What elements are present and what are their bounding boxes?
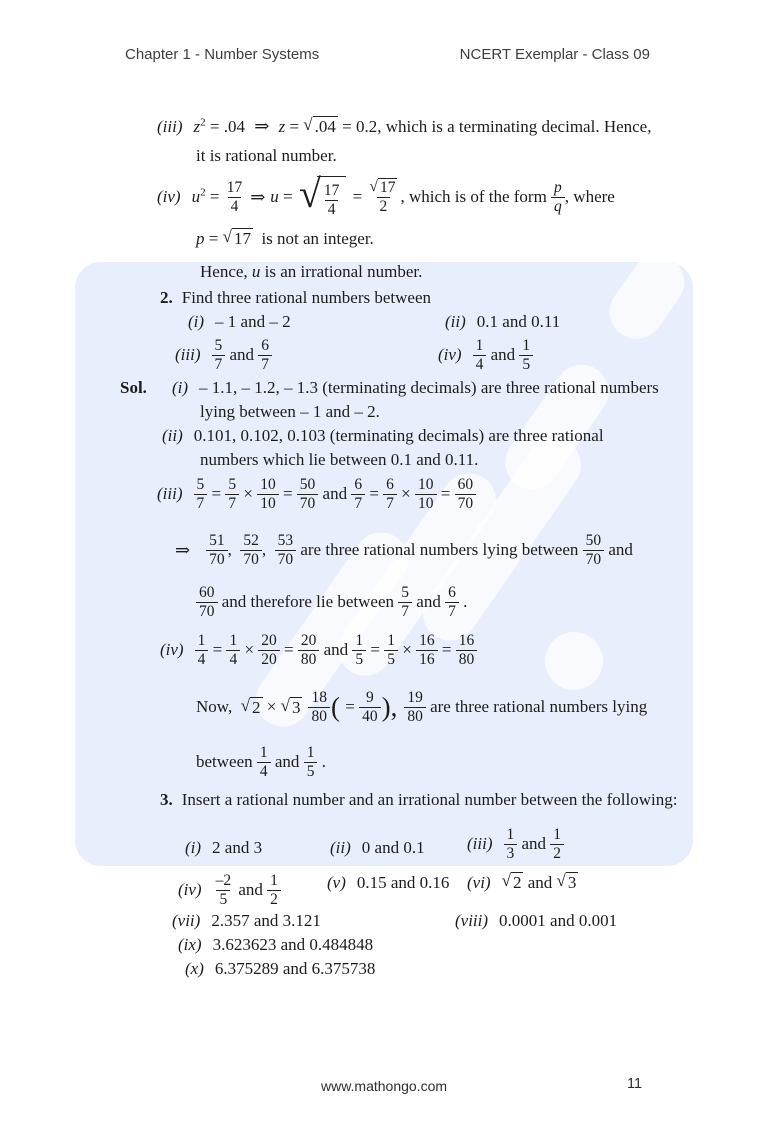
option-text: 0 and 0.1	[361, 838, 425, 858]
radicand: .04	[314, 116, 336, 136]
fraction-denominator: 70	[297, 494, 319, 512]
fraction-numerator: 1	[270, 872, 278, 890]
and-text: and	[486, 345, 520, 365]
q3-option-i	[185, 826, 262, 870]
fraction	[359, 689, 381, 725]
fraction-numerator: 10	[260, 476, 276, 494]
implies-arrow-icon: ⇒	[250, 186, 266, 207]
math-text: =	[285, 116, 304, 136]
item-label: (ii)	[162, 426, 183, 445]
fraction-denominator: 40	[359, 707, 381, 725]
variable: p	[196, 229, 205, 248]
fraction-denominator: 70	[206, 550, 228, 568]
math-text: = .04	[205, 116, 250, 136]
text: it is rational number.	[196, 146, 337, 165]
open-paren: (	[330, 691, 340, 722]
text: and	[270, 752, 304, 772]
solution1-conclusion	[200, 261, 422, 282]
sol-i-line2	[200, 401, 380, 422]
text: lying between – 1 and – 2.	[200, 402, 380, 421]
item-label: (v)	[327, 873, 346, 892]
item-label: (iv)	[160, 640, 184, 660]
fraction-denominator: 4	[325, 200, 339, 218]
question-number: 2.	[160, 288, 173, 307]
fraction	[258, 632, 280, 668]
book-title: NCERT Exemplar - Class 09	[459, 46, 650, 63]
fraction-denominator: 80	[456, 650, 478, 668]
item-label: (iii)	[175, 345, 201, 365]
equals: =	[365, 484, 384, 504]
fraction	[224, 179, 246, 215]
radicand: 3	[291, 697, 301, 717]
fraction	[267, 872, 281, 908]
fraction	[308, 689, 330, 725]
text: is not an integer.	[252, 229, 374, 248]
fraction-numerator: 5	[401, 584, 410, 602]
fraction-denominator: 2	[377, 197, 391, 215]
equals: =	[437, 640, 456, 660]
text: and	[412, 592, 446, 612]
radical-sign: √	[222, 227, 232, 247]
q2-option-iv	[438, 335, 533, 375]
comma: ,	[227, 540, 241, 560]
radical-sign: √	[556, 871, 566, 891]
fraction-numerator: 1	[197, 632, 206, 650]
fraction-numerator: 6	[354, 476, 363, 494]
fraction-numerator: p	[554, 179, 562, 197]
sol-iii-arrow-line	[170, 528, 633, 572]
fraction-numerator: –2	[215, 872, 232, 890]
fraction-denominator: q	[551, 197, 565, 215]
fraction-numerator: 9	[365, 689, 374, 707]
item-label: (i)	[188, 312, 205, 331]
fraction-numerator: 1	[229, 632, 238, 650]
variable: z	[193, 116, 201, 136]
fraction-denominator: 7	[351, 494, 365, 512]
fraction-numerator: 60	[457, 476, 474, 494]
radicand: 2	[252, 697, 261, 717]
sol-label-line	[120, 377, 659, 398]
sqrt-expression	[241, 697, 263, 718]
page-header	[125, 46, 650, 63]
fraction-denominator: 5	[352, 650, 366, 668]
option-text: 2 and 3	[212, 838, 263, 858]
item-label: (i)	[185, 838, 202, 858]
q3-option-vi	[467, 872, 578, 893]
sqrt-expression	[556, 872, 578, 893]
watermark-dot	[545, 632, 603, 690]
sol-ii-line2	[200, 449, 478, 470]
item-label: (iii)	[157, 484, 183, 504]
sol-iv-now-line	[196, 684, 647, 730]
fraction-numerator: 10	[418, 476, 434, 494]
equals: =	[208, 640, 227, 660]
fraction	[455, 476, 477, 512]
radical-sign: √	[298, 171, 321, 217]
item-label: (vii)	[172, 911, 201, 930]
fraction-denominator: 16	[416, 650, 438, 668]
fraction	[258, 337, 272, 373]
and-text: and	[517, 834, 551, 854]
fraction-denominator: 3	[504, 844, 518, 862]
period: .	[458, 592, 468, 612]
fraction	[213, 872, 235, 908]
fraction	[352, 632, 366, 668]
sqrt-expression	[502, 872, 524, 893]
option-text: 0.15 and 0.16	[356, 873, 450, 892]
fraction-denominator: 20	[258, 650, 280, 668]
text: – 1.1, – 1.2, – 1.3 (terminating decimals) are three rational numbers	[198, 378, 659, 397]
fraction-numerator: 1	[475, 337, 484, 355]
option-text: 3.623623 and 0.484848	[212, 935, 374, 954]
and-text: and	[523, 873, 557, 892]
item-label: (iv)	[157, 187, 181, 207]
times: ×	[240, 640, 259, 660]
fraction	[404, 689, 426, 725]
equals: =	[366, 640, 385, 660]
q2-option-iii	[175, 335, 272, 375]
fraction-denominator: 4	[228, 197, 242, 215]
fraction-numerator: 1	[522, 337, 531, 355]
fraction-numerator: 50	[299, 476, 316, 494]
question-text: Find three rational numbers between	[181, 288, 432, 307]
item-label: (iii)	[157, 116, 183, 136]
q3-option-vii	[172, 910, 321, 931]
text: Hence,	[200, 262, 252, 281]
q3-option-ix	[178, 934, 373, 955]
fraction	[445, 584, 459, 620]
fraction-denominator: 5	[384, 650, 398, 668]
radicand	[317, 176, 347, 218]
chapter-title: Chapter 1 - Number Systems	[125, 46, 320, 63]
solution1-iv-note	[196, 228, 374, 249]
equals: =	[279, 640, 298, 660]
implies-arrow-icon: ⇒	[254, 116, 270, 136]
option-text: 2.357 and 3.121	[211, 911, 321, 930]
fraction-numerator: 52	[243, 532, 259, 550]
fraction-denominator: 70	[196, 602, 218, 620]
item-label: (ix)	[178, 935, 202, 954]
fraction	[257, 476, 279, 512]
variable: z	[274, 116, 286, 136]
fraction-denominator: 70	[240, 550, 262, 568]
fraction-numerator: 6	[386, 476, 394, 494]
and-text: and	[234, 880, 268, 900]
q3-option-v	[327, 872, 449, 893]
comma: ,	[261, 540, 275, 560]
radicand: 17	[233, 229, 251, 249]
option-text: 0.0001 and 0.001	[499, 911, 618, 930]
sqrt-expression	[223, 228, 253, 249]
fraction	[504, 826, 518, 862]
text: numbers which lie between 0.1 and 0.11.	[200, 450, 479, 469]
radicand: 17	[379, 179, 396, 197]
item-label: (iv)	[178, 880, 202, 900]
fraction-numerator: 6	[261, 337, 270, 355]
fraction	[366, 178, 400, 215]
q2-option-i	[188, 311, 291, 332]
equals: =	[278, 187, 297, 207]
fraction-numerator: 17	[226, 179, 243, 197]
equals: =	[348, 187, 367, 207]
fraction-numerator: 5	[214, 337, 223, 355]
text: and	[604, 540, 633, 560]
question-text: Insert a rational number and an irrational number between the following:	[181, 790, 678, 809]
fraction	[297, 476, 319, 512]
fraction-numerator: 60	[199, 584, 215, 602]
fraction	[321, 182, 343, 218]
fraction-numerator: 18	[311, 689, 327, 707]
text: is an irrational number.	[260, 262, 423, 281]
sol-iv-line	[160, 630, 477, 670]
fraction	[550, 826, 564, 862]
item-label: (iii)	[467, 834, 493, 854]
radical-sign: √	[501, 871, 511, 891]
question-3-title	[160, 789, 677, 810]
text: are three rational numbers lying	[425, 697, 648, 717]
fraction-denominator: 5	[519, 355, 533, 373]
fraction-denominator: 80	[298, 650, 320, 668]
radicand: 3	[567, 873, 577, 893]
q2-option-ii	[445, 311, 560, 332]
item-label: (i)	[171, 378, 188, 397]
item-label: (ii)	[330, 838, 351, 858]
fraction-numerator: 1	[387, 632, 396, 650]
fraction-denominator: 70	[275, 550, 297, 568]
fraction-denominator: 7	[212, 355, 226, 373]
q3-option-iv	[178, 868, 281, 912]
fraction-numerator	[366, 178, 400, 197]
fraction	[196, 584, 218, 620]
close-paren: ),	[381, 691, 398, 722]
fraction-denominator: 10	[415, 494, 437, 512]
q3-option-ii	[330, 826, 425, 870]
fraction	[415, 476, 437, 512]
sol-iv-between-line	[196, 740, 326, 784]
times: ×	[262, 697, 281, 717]
math-term	[192, 186, 206, 207]
fraction	[212, 337, 226, 373]
radical-sign: √	[369, 178, 378, 196]
fraction-denominator: 10	[257, 494, 279, 512]
fraction-denominator: 80	[308, 707, 330, 725]
math-text: , which is of the form	[400, 187, 552, 207]
fraction-numerator: 1	[506, 826, 515, 844]
radical-sign: √	[240, 695, 251, 715]
sqrt-expression	[298, 171, 346, 218]
times: ×	[398, 640, 417, 660]
radicand: 2	[512, 873, 522, 893]
sol-iii-cont-line	[196, 580, 467, 624]
fraction	[456, 632, 478, 668]
text: and therefore lie between	[217, 592, 399, 612]
radical-sign: √	[280, 695, 290, 715]
exponent: 2	[200, 115, 206, 128]
fraction	[275, 532, 297, 568]
implies-arrow-icon: ⇒	[175, 539, 191, 560]
watermark-bar	[599, 245, 695, 350]
fraction-numerator: 51	[209, 532, 225, 550]
sqrt-expression	[369, 178, 397, 197]
variable: u	[191, 187, 201, 207]
fraction-numerator: 20	[261, 632, 277, 650]
fraction-numerator: 1	[355, 632, 364, 650]
sol-label: Sol.	[120, 378, 147, 397]
fraction-denominator: 5	[304, 762, 318, 780]
footer-page-number: 11	[627, 1076, 643, 1092]
fraction	[351, 476, 365, 512]
fraction-denominator: 80	[404, 707, 426, 725]
solution1-iv-line	[157, 171, 615, 220]
fraction-denominator: 2	[550, 844, 564, 862]
fraction-numerator: 16	[419, 632, 435, 650]
math-text: = 0.2, which is a terminating decimal. Hence,	[337, 116, 652, 136]
option-text: 0.1 and 0.11	[476, 312, 561, 331]
equals: =	[205, 187, 224, 207]
equals: =	[204, 229, 223, 248]
q3-option-viii	[455, 910, 617, 931]
solution1-iii-line2	[196, 145, 337, 166]
equals: =	[340, 697, 360, 717]
fraction-numerator: 1	[306, 744, 315, 762]
text: 0.101, 0.102, 0.103 (terminating decimals) are three rational	[193, 426, 604, 445]
text: between	[196, 752, 257, 772]
fraction-denominator: 7	[445, 602, 459, 620]
fraction-numerator: 19	[407, 689, 423, 707]
fraction-denominator: 5	[216, 890, 230, 908]
fraction-numerator: 1	[553, 826, 562, 844]
fraction-numerator: 5	[196, 476, 205, 494]
fraction	[226, 632, 240, 668]
equals: =	[207, 484, 226, 504]
equals: =	[278, 484, 297, 504]
sol-iii-line	[157, 474, 476, 514]
exponent: 2	[200, 186, 206, 199]
fraction	[473, 337, 487, 373]
fraction-numerator: 6	[448, 584, 456, 602]
fraction-numerator: 1	[259, 744, 268, 762]
item-label: (vi)	[467, 873, 491, 892]
fraction-denominator: 7	[383, 494, 397, 512]
solution1-iii-line1	[157, 115, 651, 138]
option-text: – 1 and – 2	[215, 312, 291, 331]
sqrt-expression	[303, 116, 338, 137]
fraction	[398, 584, 412, 620]
times: ×	[396, 484, 416, 504]
and-text: and	[225, 345, 259, 365]
fraction-denominator: 2	[267, 890, 281, 908]
option-text: 6.375289 and 6.375738	[214, 959, 376, 978]
question-number: 3.	[160, 790, 173, 809]
sol-ii-line1	[162, 425, 604, 446]
fraction	[298, 632, 320, 668]
fraction-numerator: 20	[300, 632, 317, 650]
fraction	[225, 476, 239, 512]
and-text: and	[318, 484, 352, 504]
q3-option-iii	[467, 822, 564, 866]
variable: u	[251, 262, 261, 281]
fraction	[194, 476, 208, 512]
fraction-denominator: 70	[455, 494, 477, 512]
and-text: and	[319, 640, 353, 660]
fraction-numerator: 5	[228, 476, 237, 494]
radical-sign: √	[303, 114, 313, 134]
fraction-denominator: 4	[226, 650, 240, 668]
fraction-denominator: 70	[583, 550, 605, 568]
variable: u	[270, 187, 279, 207]
fraction	[583, 532, 605, 568]
fraction	[240, 532, 262, 568]
fraction	[195, 632, 209, 668]
fraction-denominator: 7	[398, 602, 412, 620]
fraction-denominator: 4	[195, 650, 209, 668]
sqrt-expression	[281, 697, 303, 718]
period: .	[317, 752, 326, 772]
fraction	[384, 632, 398, 668]
footer-website: www.mathongo.com	[320, 1078, 448, 1094]
fraction-denominator: 7	[194, 494, 208, 512]
fraction-denominator: 4	[257, 762, 271, 780]
text: are three rational numbers lying between	[296, 540, 583, 560]
fraction-numerator: 50	[585, 532, 602, 550]
fraction-numerator: 53	[277, 532, 294, 550]
item-label: (viii)	[455, 911, 489, 930]
fraction	[551, 179, 565, 215]
q3-option-x	[185, 958, 375, 979]
fraction-denominator: 4	[473, 355, 487, 373]
fraction	[304, 744, 318, 780]
times: ×	[239, 484, 258, 504]
fraction	[206, 532, 228, 568]
fraction-denominator: 7	[225, 494, 239, 512]
fraction-numerator: 17	[323, 182, 340, 200]
fraction	[257, 744, 271, 780]
text: Now,	[196, 697, 241, 717]
question-2-title	[160, 287, 431, 308]
math-text: , where	[564, 187, 615, 207]
item-label: (x)	[185, 959, 204, 978]
item-label: (iv)	[438, 345, 462, 365]
fraction	[383, 476, 397, 512]
fraction-numerator: 16	[458, 632, 475, 650]
math-term	[194, 116, 206, 137]
item-label: (ii)	[445, 312, 466, 331]
equals: =	[436, 484, 455, 504]
fraction-denominator: 7	[258, 355, 272, 373]
fraction	[519, 337, 533, 373]
fraction	[416, 632, 438, 668]
